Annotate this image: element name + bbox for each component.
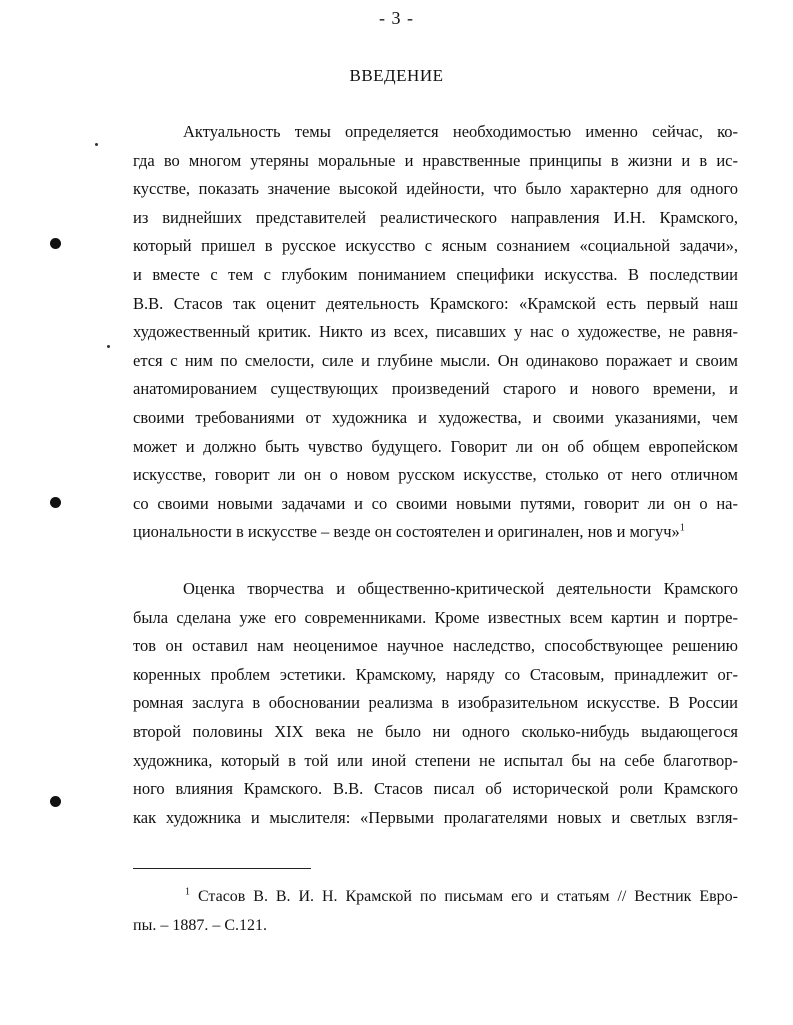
- text-line: из виднейших представителей реалистического направления И.Н. Крамского,: [133, 207, 738, 227]
- text-line: анатомированием существующих произведений старого и нового времени, и: [133, 379, 738, 399]
- binder-hole-mark: [50, 497, 61, 508]
- footnote-text: Стасов В. В. И. Н. Крамской по письмам его и статьям // Вестник Евро-: [197, 888, 738, 905]
- paragraph-relevance: [133, 118, 738, 547]
- text-line: художественный критик. Никто из всех, писавших у нас о художестве, не равня-: [133, 322, 738, 342]
- scan-speck: [95, 143, 98, 146]
- text-line: который пришел в русское искусство с ясным сознанием «социальной задачи»,: [133, 236, 738, 256]
- text-line: может и должно быть чувство будущего. Говорит ли он об общем европейском: [133, 436, 738, 456]
- footnote-divider: [133, 868, 311, 869]
- footnote: [133, 882, 738, 939]
- text-line-last: [133, 518, 738, 547]
- text-line: искусстве, говорит ли он о новом русском искусстве, столько от него отличном: [133, 465, 738, 485]
- text-line: и вместе с тем с глубоким пониманием специфики искусства. В последствии: [133, 264, 738, 284]
- text-line: как художника и мыслителя: «Первыми пролагателями новых и светлых взгля-: [133, 807, 738, 827]
- section-heading: ВВЕДЕНИЕ: [349, 66, 444, 85]
- footnote-reference: 1: [679, 522, 685, 534]
- binder-hole-mark: [50, 238, 61, 249]
- text-line: второй половины XIX века не было ни одного сколько-нибудь выдающегося: [133, 721, 738, 741]
- binder-hole-mark: [50, 796, 61, 807]
- text-line: была сделана уже его современниками. Кроме известных всем картин и портре-: [133, 607, 738, 627]
- text-line: со своими новыми задачами и со своими новыми путями, говорит ли он о на-: [133, 493, 738, 513]
- scan-speck: [107, 345, 110, 348]
- text-line: кусстве, показать значение высокой идейности, что было характерно для одного: [133, 179, 738, 199]
- text-line: ромная заслуга в обосновании реализма в изобразительном искусстве. В России: [133, 693, 738, 713]
- footnote-text: пы. – 1887. – С.121.: [133, 916, 267, 934]
- text-line: ного влияния Крамского. В.В. Стасов писал об исторической роли Крамского: [133, 779, 738, 799]
- text-line: ется с ним по смелости, силе и глубине мысли. Он одинаково поражает и своим: [133, 350, 738, 370]
- text-line: В.В. Стасов так оценит деятельность Крамского: «Крамской есть первый наш: [133, 293, 738, 313]
- text-line: коренных проблем эстетики. Крамскому, наряду со Стасовым, принадлежит ог-: [133, 664, 738, 684]
- footnote-line: [133, 882, 738, 911]
- page-number: - 3 -: [379, 8, 414, 28]
- paragraph-assessment: [133, 575, 738, 832]
- text-line: Актуальность темы определяется необходимостью именно сейчас, ко-: [183, 122, 738, 141]
- text-line: тов он оставил нам неоценимое научное наследство, способствующее решению: [133, 636, 738, 656]
- text-line: своими требованиями от художника и художества, и своими указаниями, чем: [133, 407, 738, 427]
- footnote-marker: 1: [185, 886, 190, 898]
- text-line: циональности в искусстве – везде он состоятелен и оригинален, нов и могуч»: [133, 522, 680, 542]
- text-line: Оценка творчества и общественно-критической деятельности Крамского: [183, 579, 738, 598]
- text-line: гда во многом утеряны моральные и нравственные принципы в жизни и в ис-: [133, 150, 738, 170]
- text-line: художника, который в той или иной степени не испытал бы на себе благотвор-: [133, 750, 738, 770]
